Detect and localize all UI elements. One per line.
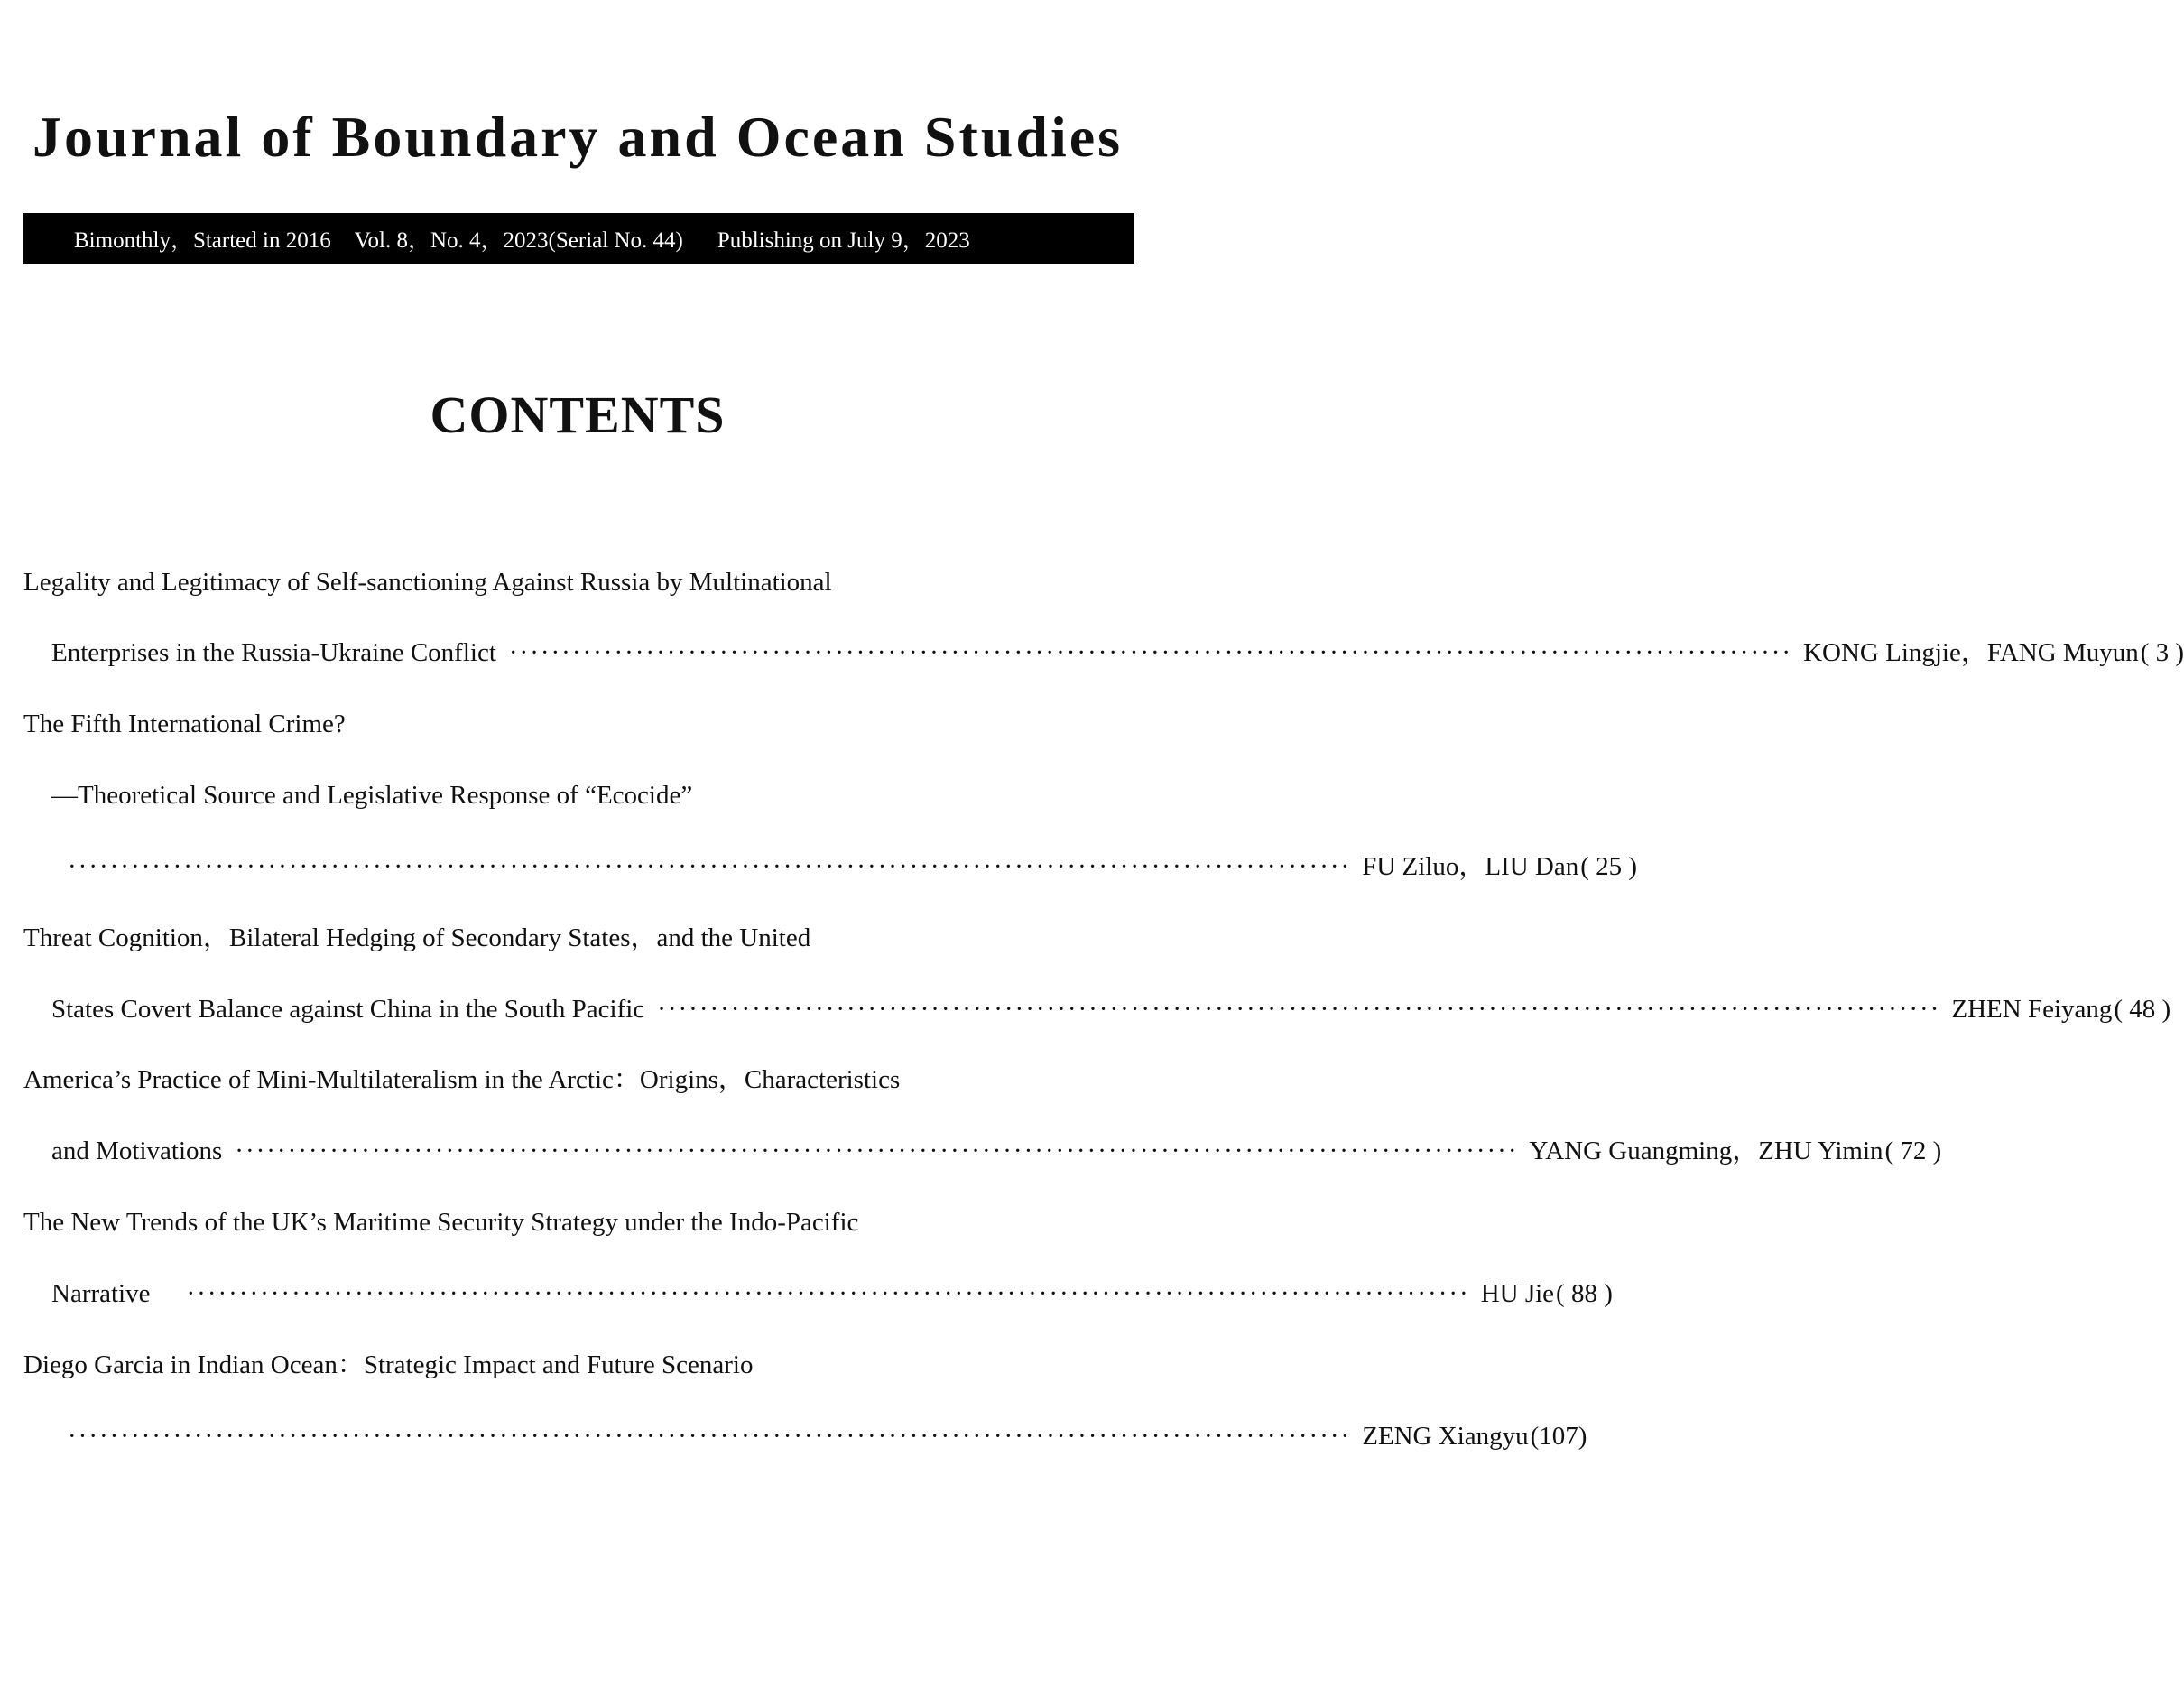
toc-entry-1-authors: KONG Lingjie，FANG Muyun <box>1803 638 2139 667</box>
journal-title: Journal of Boundary and Ocean Studies <box>32 105 1124 169</box>
toc-entry-1-title-line2: Enterprises in the Russia-Ukraine Conflict <box>51 638 496 667</box>
toc-entry-3-title-line1[interactable]: Threat Cognition，Bilateral Hedging of Secondary States，and the United <box>23 923 811 952</box>
toc-entry-6-title-line1[interactable]: Diego Garcia in Indian Ocean：Strategic Impact and Future Scenario <box>23 1350 754 1379</box>
toc-entry-3-page: ( 48 ) <box>2114 995 2171 1024</box>
toc-entry-5-title-line1[interactable]: The New Trends of the UK’s Maritime Security Strategy under the Indo-Pacific <box>23 1208 859 1237</box>
dot-leader: ·························································································································· <box>235 1137 1519 1165</box>
toc-entry-5-title-line2: Narrative <box>51 1279 151 1308</box>
toc-entry-5-line2[interactable] <box>51 1274 1613 1313</box>
toc-entry-2-authors: FU Ziluo，LIU Dan <box>1362 852 1579 881</box>
publishing-date-text: Publishing on July 9，2023 <box>717 228 970 253</box>
toc-entry-1-title-line1[interactable]: Legality and Legitimacy of Self-sanctioning Against Russia by Multinational <box>23 568 832 597</box>
publication-info-bar <box>23 213 1134 264</box>
toc-entry-4-authors: YANG Guangming，ZHU Yimin <box>1529 1137 1883 1165</box>
toc-entry-1-page: ( 3 ) <box>2140 638 2184 667</box>
toc-entry-6-line2[interactable] <box>68 1416 1587 1456</box>
toc-entry-3-title-line2: States Covert Balance against China in the South Pacific <box>51 995 645 1024</box>
toc-entry-2-page: ( 25 ) <box>1580 852 1638 881</box>
toc-entry-2-line3[interactable] <box>68 847 1638 886</box>
frequency-text: Bimonthly，Started in 2016 <box>74 228 331 253</box>
contents-heading: CONTENTS <box>430 385 726 444</box>
dot-leader: ·························································································································· <box>508 638 1793 667</box>
toc-entry-3-line2[interactable] <box>51 989 2171 1029</box>
toc-entry-4-line2[interactable] <box>51 1131 1942 1171</box>
volume-issue-text: Vol. 8，No. 4，2023(Serial No. 44) <box>354 228 683 253</box>
toc-entry-4-title-line2: and Motivations <box>51 1137 223 1165</box>
toc-entry-3-authors: ZHEN Feiyang <box>1951 995 2113 1024</box>
dot-leader: ·························································································································· <box>68 1422 1352 1451</box>
toc-entry-2-title-line2[interactable]: —Theoretical Source and Legislative Response of “Ecocide” <box>51 781 693 810</box>
toc-entry-5-authors: HU Jie <box>1480 1279 1555 1308</box>
toc-entry-4-title-line1[interactable]: America’s Practice of Mini-Multilateralism in the Arctic：Origins，Characteristics <box>23 1065 901 1094</box>
toc-entry-6-authors: ZENG Xiangyu <box>1362 1422 1529 1451</box>
dot-leader: ·························································································································· <box>68 852 1352 881</box>
dot-leader: ·························································································································· <box>657 995 1941 1024</box>
toc-entry-6-page: (107) <box>1530 1422 1587 1451</box>
dot-leader: ·························································································································· <box>186 1279 1470 1308</box>
toc-entry-2-title-line1[interactable]: The Fifth International Crime? <box>23 710 346 738</box>
toc-entry-1-line2[interactable] <box>51 633 2184 673</box>
toc-entry-5-page: ( 88 ) <box>1556 1279 1613 1308</box>
toc-entry-4-page: ( 72 ) <box>1884 1137 1942 1165</box>
